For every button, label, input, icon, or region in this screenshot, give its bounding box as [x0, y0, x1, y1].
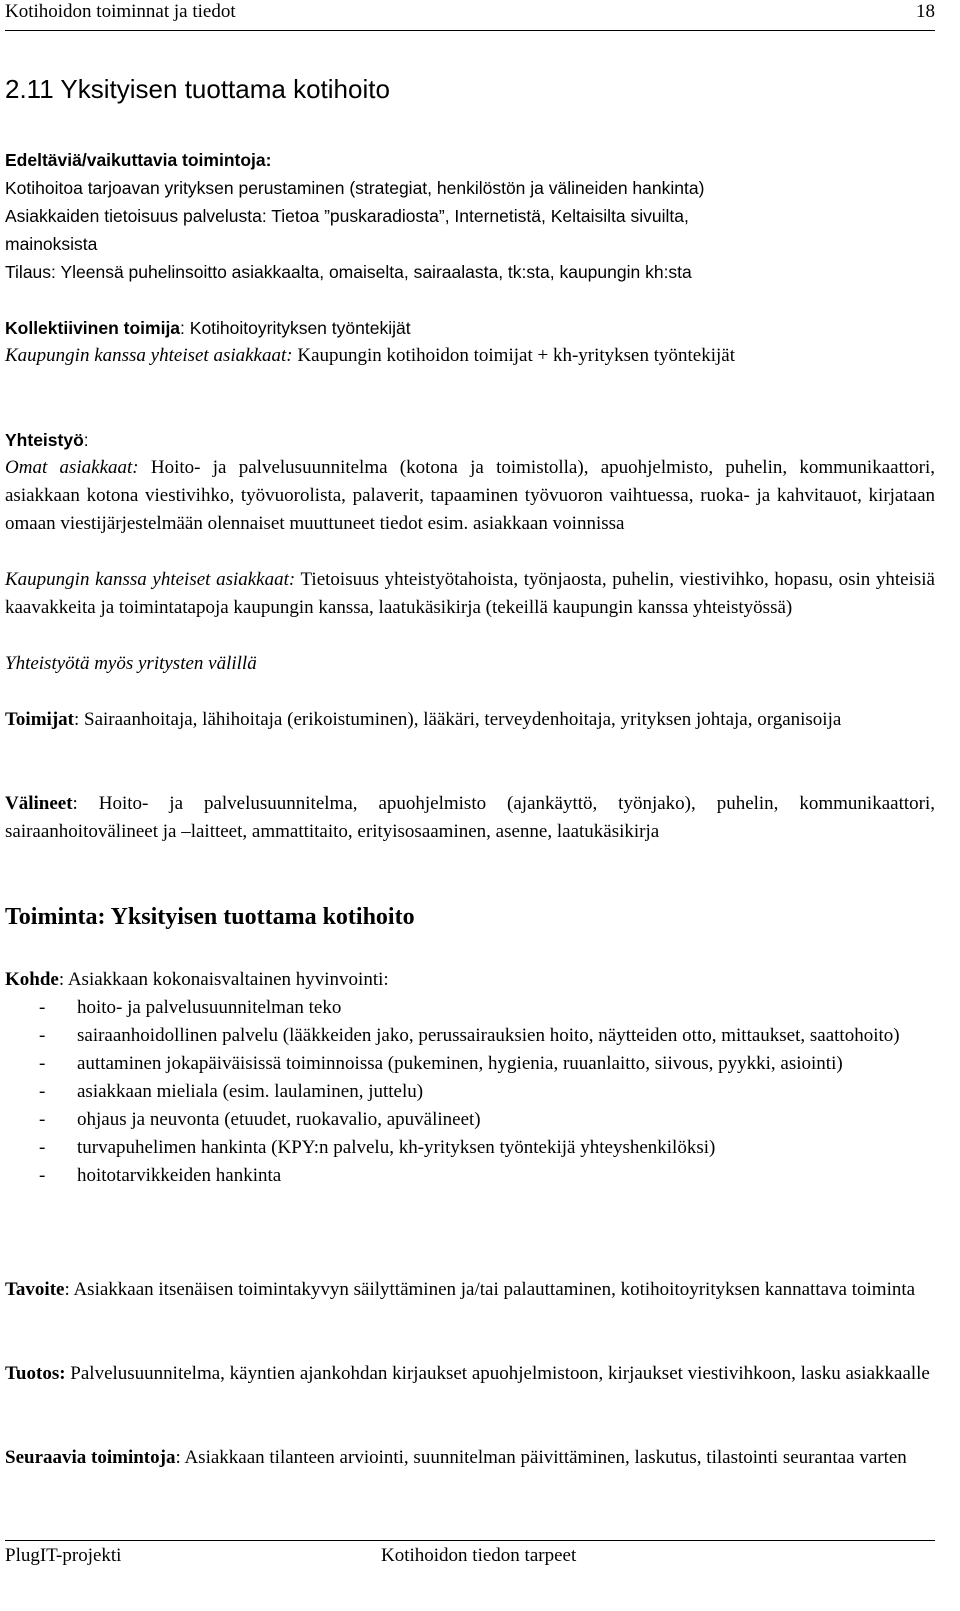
tools: Välineet: Hoito- ja palvelusuunnitelma, apuohjelmisto (ajankäyttö, työnjako), puhelin, kommunikaattori, sairaanhoitovälineet ja –laitteet, ammattitaito, erityisosaaminen, asenne, laatukäsikirja — [5, 793, 935, 842]
collective-actor-label: Kollektiivinen toimija — [5, 318, 181, 338]
cooperation-own-clients: Omat asiakkaat: Hoito- ja palvelusuunnitelma (kotona ja toimistolla), apuohjelmisto, puhelin, kommunikaattori, asiakkaan kotona viestivihko, työvuorolista, palaverit, tapaaminen työvuoron vaihtuessa, ruoka- ja kahvitauot, kirjataan omaan viestijärjestelmään olennaiset muuttuneet tiedot esim. asiakkaan voinnissa — [5, 457, 935, 534]
section-heading: 2.11 Yksityisen tuottama kotihoito — [5, 74, 390, 104]
header-title: Kotihoidon toiminnat ja tiedot — [5, 1, 236, 22]
list-item: - sairaanhoidollinen palvelu (lääkkeiden jako, perussairauksien hoito, näytteiden otto, mittaukset, saattohoito) — [39, 1025, 900, 1046]
goal: Tavoite: Asiakkaan itsenäisen toimintakyvyn säilyttäminen ja/tai palauttaminen, kotihoitoyrityksen kannattava toiminta — [5, 1279, 916, 1300]
prior-line-3: mainoksista — [5, 234, 98, 254]
target-list — [5, 994, 935, 1190]
running-header — [5, 0, 935, 31]
cooperation-between-companies: Yhteistyötä myös yritysten välillä — [5, 653, 257, 674]
target: Kohde: Asiakkaan kokonaisvaltainen hyvinvointi: — [5, 969, 389, 990]
list-item: - hoitotarvikkeiden hankinta — [39, 1165, 282, 1186]
list-item: - hoito- ja palvelusuunnitelman teko — [39, 997, 342, 1018]
page-footer — [5, 1540, 935, 1601]
prior-line-2: Asiakkaiden tietoisuus palvelusta: Tietoa ”puskaradiosta”, Internetistä, Keltaisilta sivuilta, — [5, 206, 689, 226]
footer-title: Kotihoidon tiedon tarpeet — [381, 1545, 577, 1566]
collective-shared-clients: Kaupungin kanssa yhteiset asiakkaat: Kaupungin kotihoidon toimijat + kh-yrityksen työntekijät — [5, 345, 735, 366]
output: Tuotos: Palvelusuunnitelma, käyntien ajankohdan kirjaukset apuohjelmistoon, kirjaukset viestivihkoon, lasku asiakkaalle — [5, 1363, 930, 1384]
cooperation-shared-clients: Kaupungin kanssa yhteiset asiakkaat: Tietoisuus yhteistyötahoista, työnjaosta, puhelin, viestivihko, hopasu, osin yhteisiä kaavakkeita ja toimintatapoja kaupungin kanssa, laatukäsikirja (tekeillä kaupungin kanssa yhteistyössä) — [5, 569, 935, 618]
list-item: - auttaminen jokapäiväisissä toiminnoissa (pukeminen, hygienia, ruuanlaitto, siivous, pyykki, asiointi) — [39, 1053, 843, 1074]
next-activities: Seuraavia toimintoja: Asiakkaan tilanteen arviointi, suunnitelman päivittäminen, laskutus, tilastointi seurantaa varten — [5, 1447, 907, 1468]
prior-line-4: Tilaus: Yleensä puhelinsoitto asiakkaalta, omaiselta, sairaalasta, tk:sta, kaupungin kh:sta — [5, 262, 692, 282]
page-number: 18 — [916, 1, 935, 22]
prior-line-1: Kotihoitoa tarjoavan yrityksen perustaminen (strategiat, henkilöstön ja välineiden hankinta) — [5, 178, 705, 198]
list-item: - ohjaus ja neuvonta (etuudet, ruokavalio, apuvälineet) — [39, 1109, 481, 1130]
list-item: - turvapuhelimen hankinta (KPY:n palvelu, kh-yrityksen työntekijä yhteyshenkilöksi) — [39, 1137, 716, 1158]
footer-project: PlugIT-projekti — [5, 1545, 122, 1566]
collective-actor: Kollektiivinen toimija: Kotihoitoyrityksen työntekijät — [5, 318, 411, 338]
list-item: - asiakkaan mieliala (esim. laulaminen, juttelu) — [39, 1081, 424, 1102]
actors: Toimijat: Sairaanhoitaja, lähihoitaja (erikoistuminen), lääkäri, terveydenhoitaja, yrityksen johtaja, organisoija — [5, 709, 842, 730]
prior-activities-label: Edeltäviä/vaikuttavia toimintoja: — [5, 150, 272, 170]
cooperation-label: Yhteistyö: — [5, 430, 89, 450]
activity-heading: Toiminta: Yksityisen tuottama kotihoito — [5, 904, 415, 930]
